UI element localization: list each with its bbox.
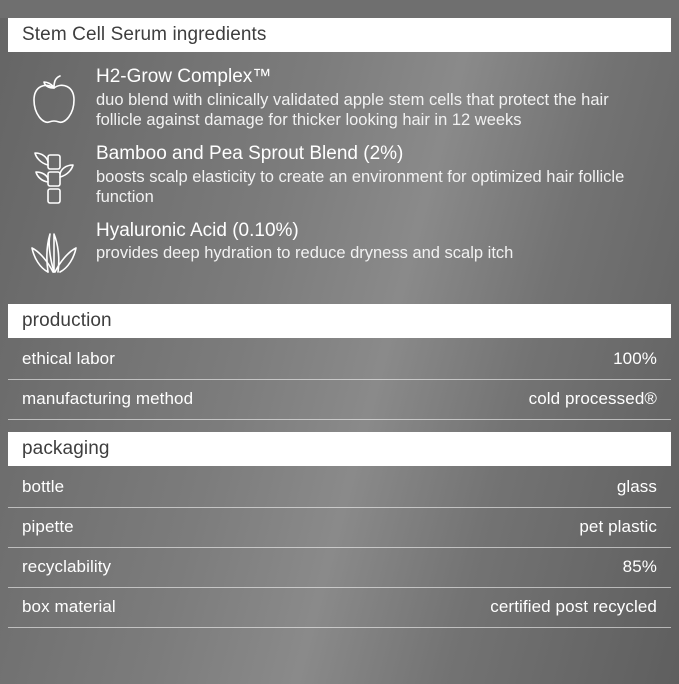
packaging-header-label: packaging bbox=[22, 437, 110, 459]
production-spec-list bbox=[8, 340, 671, 420]
aloe-leaf-icon bbox=[12, 220, 96, 274]
ingredient-title: H2-Grow Complex™ bbox=[96, 66, 272, 87]
ingredient-description: duo blend with clinically validated apple stem cells that protect the hair follicle against damage for thicker looking hair in 12 weeks bbox=[96, 90, 609, 130]
ingredient-title: Bamboo and Pea Sprout Blend (2%) bbox=[96, 142, 404, 164]
table-row bbox=[8, 340, 671, 380]
ingredients-list bbox=[8, 52, 671, 292]
spec-value: certified post recycled bbox=[490, 596, 657, 616]
bamboo-icon bbox=[12, 143, 96, 207]
table-row bbox=[8, 380, 671, 420]
product-info-panel bbox=[0, 18, 679, 684]
table-row bbox=[8, 588, 671, 628]
spec-key: recyclability bbox=[22, 556, 112, 576]
spec-value: 85% bbox=[622, 556, 657, 576]
spec-value: cold processed® bbox=[528, 388, 657, 408]
ingredient-text bbox=[96, 220, 667, 264]
list-item bbox=[12, 143, 667, 208]
spec-value: 100% bbox=[613, 348, 657, 368]
production-header-label: production bbox=[22, 309, 112, 331]
spec-key: ethical labor bbox=[22, 348, 115, 368]
ingredient-text bbox=[96, 66, 667, 131]
list-item bbox=[12, 220, 667, 274]
list-item bbox=[12, 66, 667, 131]
spec-key: box material bbox=[22, 596, 116, 616]
spec-key: manufacturing method bbox=[22, 388, 194, 408]
packaging-header-bar bbox=[8, 432, 671, 466]
ingredients-header-label: Stem Cell Serum ingredients bbox=[22, 24, 267, 45]
spec-value: glass bbox=[616, 476, 657, 496]
ingredient-title: Hyaluronic Acid (0.10%) bbox=[96, 219, 299, 241]
ingredient-description: boosts scalp elasticity to create an environment for optimized hair follicle function bbox=[96, 167, 625, 207]
production-header-bar bbox=[8, 304, 671, 338]
spec-key: bottle bbox=[22, 476, 65, 496]
ingredient-text bbox=[96, 143, 667, 208]
apple-icon bbox=[12, 66, 96, 126]
spec-value: pet plastic bbox=[579, 516, 657, 536]
ingredients-header-bar bbox=[8, 18, 671, 52]
table-row bbox=[8, 508, 671, 548]
table-row bbox=[8, 468, 671, 508]
ingredient-description: provides deep hydration to reduce dryness and scalp itch bbox=[96, 244, 514, 263]
packaging-spec-list bbox=[8, 468, 671, 628]
spec-key: pipette bbox=[22, 516, 74, 536]
table-row bbox=[8, 548, 671, 588]
